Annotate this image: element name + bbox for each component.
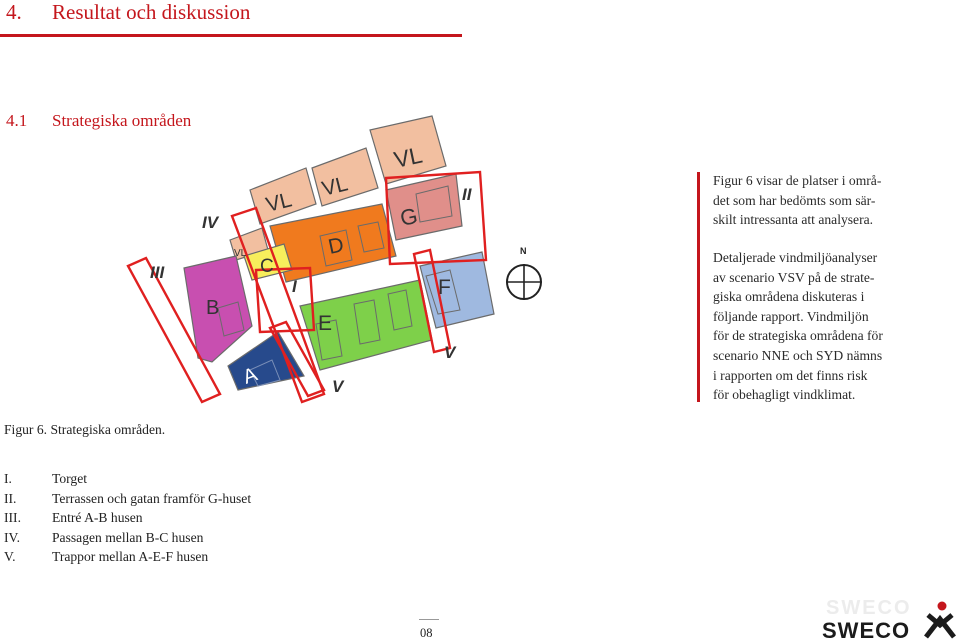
label-vl-1: VL <box>263 188 295 217</box>
label-c: C <box>260 256 274 277</box>
label-a: A <box>240 363 261 389</box>
legend-item <box>4 469 251 489</box>
logo-watermark: SWECO <box>826 597 912 619</box>
legend-text: Torget <box>52 471 88 486</box>
detail-line: av scenario VSV på de strate- <box>713 269 875 285</box>
building-a <box>228 332 304 390</box>
north-arrow-icon <box>506 246 542 300</box>
legend-text: Entré A-B husen <box>52 510 143 526</box>
zone-label-iii: III <box>150 263 165 282</box>
detail-line: för obehagligt vindklimat. <box>713 387 856 403</box>
sweco-logo-icon <box>922 601 958 639</box>
chapter-number: 4. <box>6 0 22 24</box>
detail-paragraph <box>713 248 953 405</box>
section-number: 4.1 <box>6 111 28 130</box>
legend-item <box>4 528 251 548</box>
intro-line: det som har bedömts som sär- <box>713 192 876 208</box>
legend-number: IV. <box>4 529 20 545</box>
detail-line: Detaljerade vindmiljöanalyser <box>713 250 878 265</box>
chapter-title: Resultat och diskussion <box>52 0 251 24</box>
legend-number: III. <box>4 510 21 526</box>
chapter-heading <box>6 0 250 25</box>
label-f: F <box>438 276 451 299</box>
heading-divider <box>0 34 462 37</box>
detail-line: följande rapport. Vindmiljön <box>713 308 869 324</box>
legend-number: I. <box>4 471 12 486</box>
section-title: Strategiska områden <box>52 111 192 130</box>
page-number-rule <box>419 619 439 620</box>
label-e: E <box>318 312 333 335</box>
intro-line: skilt intressanta att analysera. <box>713 212 874 228</box>
label-vl-4: VL <box>234 248 247 259</box>
north-label: N <box>520 246 527 256</box>
label-g: G <box>397 202 420 231</box>
label-b: B <box>206 297 220 319</box>
detail-line: för de strategiska områdena för <box>713 328 883 344</box>
page-number: 08 <box>420 626 433 640</box>
label-d: D <box>326 233 346 259</box>
legend-text: Terrassen och gatan framför G-huset <box>52 490 252 506</box>
zone-label-i: I <box>292 277 297 296</box>
legend-number: II. <box>4 490 17 506</box>
sidebar-accent-rule <box>697 172 700 402</box>
legend-item <box>4 489 251 509</box>
area-legend-list <box>4 469 251 567</box>
legend-item <box>4 547 251 567</box>
legend-text: Passagen mellan B-C husen <box>52 529 204 545</box>
sweco-logo-text: SWECO <box>822 618 911 643</box>
detail-line: giska områdena diskuteras i <box>713 289 865 305</box>
zone-label-v-2: V <box>332 377 344 396</box>
zone-label-v: V <box>444 343 456 362</box>
strategic-areas-site-plan <box>120 108 527 408</box>
figure-caption: Figur 6. Strategiska områden. <box>4 422 166 437</box>
detail-line: scenario NNE och SYD nämns <box>713 347 883 363</box>
label-vl-3: VL <box>391 141 425 173</box>
legend-item <box>4 508 251 528</box>
legend-number: V. <box>4 549 16 565</box>
zone-label-ii: II <box>462 185 472 204</box>
intro-paragraph <box>713 171 953 230</box>
label-vl-2: VL <box>319 172 351 201</box>
legend-text: Trappor mellan A-E-F husen <box>52 549 209 565</box>
zone-label-iv: IV <box>202 213 219 232</box>
intro-line: Figur 6 visar de platser i områ- <box>713 173 882 188</box>
detail-line: i rapporten om det finns risk <box>713 367 868 383</box>
